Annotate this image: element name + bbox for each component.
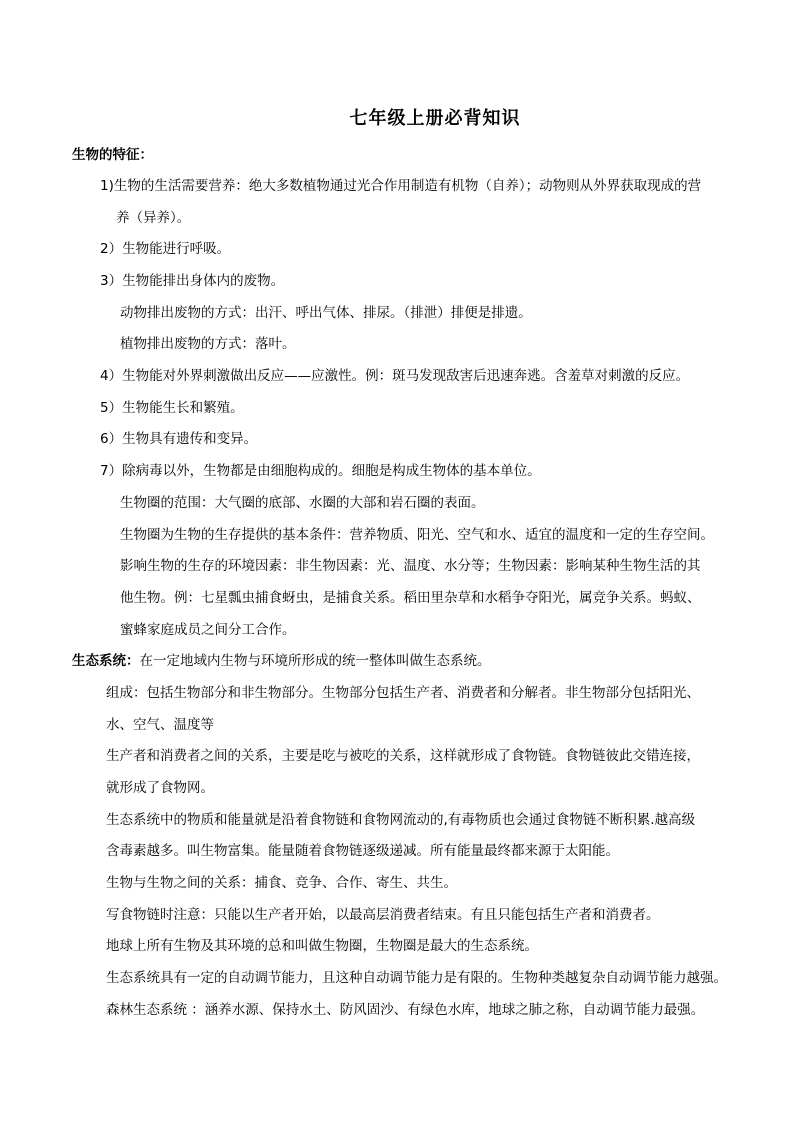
section-line-ecosystem — [72, 652, 491, 670]
paragraph-line: 写食物链时注意：只能以生产者开始，以最高层消费者结束。有且只能包括生产者和消费者。 — [106, 907, 660, 923]
paragraph-line: 就形成了食物网。 — [106, 780, 214, 796]
paragraph-line: 6）生物具有遗传和变异。 — [100, 431, 258, 447]
paragraph-line: 森林生态系统 ：涵养水源、保持水土、防风固沙、有绿色水库，地球之肺之称，自动调节能力最强。 — [106, 1002, 705, 1018]
paragraph-line: 3）生物能排出身体内的废物。 — [100, 273, 285, 289]
paragraph-line: 生态系统具有一定的自动调节能力，且这种自动调节能力是有限的。生物种类越复杂自动调节能力越强。 — [106, 970, 727, 986]
paragraph-line: 1)生物的生活需要营养：绝大多数植物通过光合作用制造有机物（自养）；动物则从外界获取现成的营 — [100, 178, 702, 194]
paragraph-line: 生产者和消费者之间的关系，主要是吃与被吃的关系，这样就形成了食物链。食物链彼此交错连接， — [106, 748, 700, 764]
section-heading-biology-features: 生物的特征： — [72, 147, 153, 163]
section-heading-ecosystem: 生态系统： — [72, 653, 140, 669]
paragraph-line: 生物与生物之间的关系：捕食、竞争、合作、寄生、共生。 — [106, 875, 457, 891]
paragraph-line: 生物圈为生物的生存提供的基本条件：营养物质、阳光、空气和水、适宜的温度和一定的生存空间。 — [120, 527, 714, 543]
page-title: 七年级上册必背知识 — [349, 108, 521, 129]
paragraph-line: 蜜蜂家庭成员之间分工合作。 — [120, 622, 296, 638]
paragraph-line: 组成：包括生物部分和非生物部分。生物部分包括生产者、消费者和分解者。非生物部分包括阳光、 — [106, 685, 700, 701]
paragraph-line: 生物圈的范围：大气圈的底部、水圈的大部和岩石圈的表面。 — [120, 495, 485, 511]
paragraph-line: 生态系统中的物质和能量就是沿着食物链和食物网流动的,有毒物质也会通过食物链不断积累.越高级 — [106, 812, 696, 828]
paragraph-line: 动物排出废物的方式：出汗、呼出气体、排尿。（排泄）排便是排遗。 — [120, 305, 532, 321]
paragraph-line: 影响生物的生存的环境因素：非生物因素：光、温度、水分等；生物因素：影响某种生物生活的其 — [120, 558, 701, 574]
paragraph-line: 水、空气、温度等 — [106, 717, 214, 733]
paragraph-line: 7）除病毒以外，生物都是由细胞构成的。细胞是构成生物体的基本单位。 — [100, 463, 541, 479]
paragraph-line: 他生物。例：七星瓢虫捕食蚜虫，是捕食关系。稻田里杂草和水稻争夺阳光，属竞争关系。蚂蚁、 — [120, 590, 701, 606]
paragraph-line: 5）生物能生长和繁殖。 — [100, 400, 244, 416]
paragraph-line: 2）生物能进行呼吸。 — [100, 241, 231, 257]
ecosystem-definition: 在一定地域内生物与环境所形成的统一整体叫做生态系统。 — [139, 653, 491, 669]
paragraph-line: 4）生物能对外界刺激做出反应——应激性。例：斑马发现敌害后迅速奔逃。含羞草对刺激的反应。 — [100, 368, 690, 384]
paragraph-line: 地球上所有生物及其环境的总和叫做生物圈，生物圈是最大的生态系统。 — [106, 938, 538, 954]
paragraph-line: 含毒素越多。叫生物富集。能量随着食物链逐级递减。所有能量最终都来源于太阳能。 — [106, 843, 619, 859]
paragraph-line: 植物排出废物的方式：落叶。 — [120, 336, 296, 352]
paragraph-line: 养（异养）。 — [116, 210, 191, 226]
